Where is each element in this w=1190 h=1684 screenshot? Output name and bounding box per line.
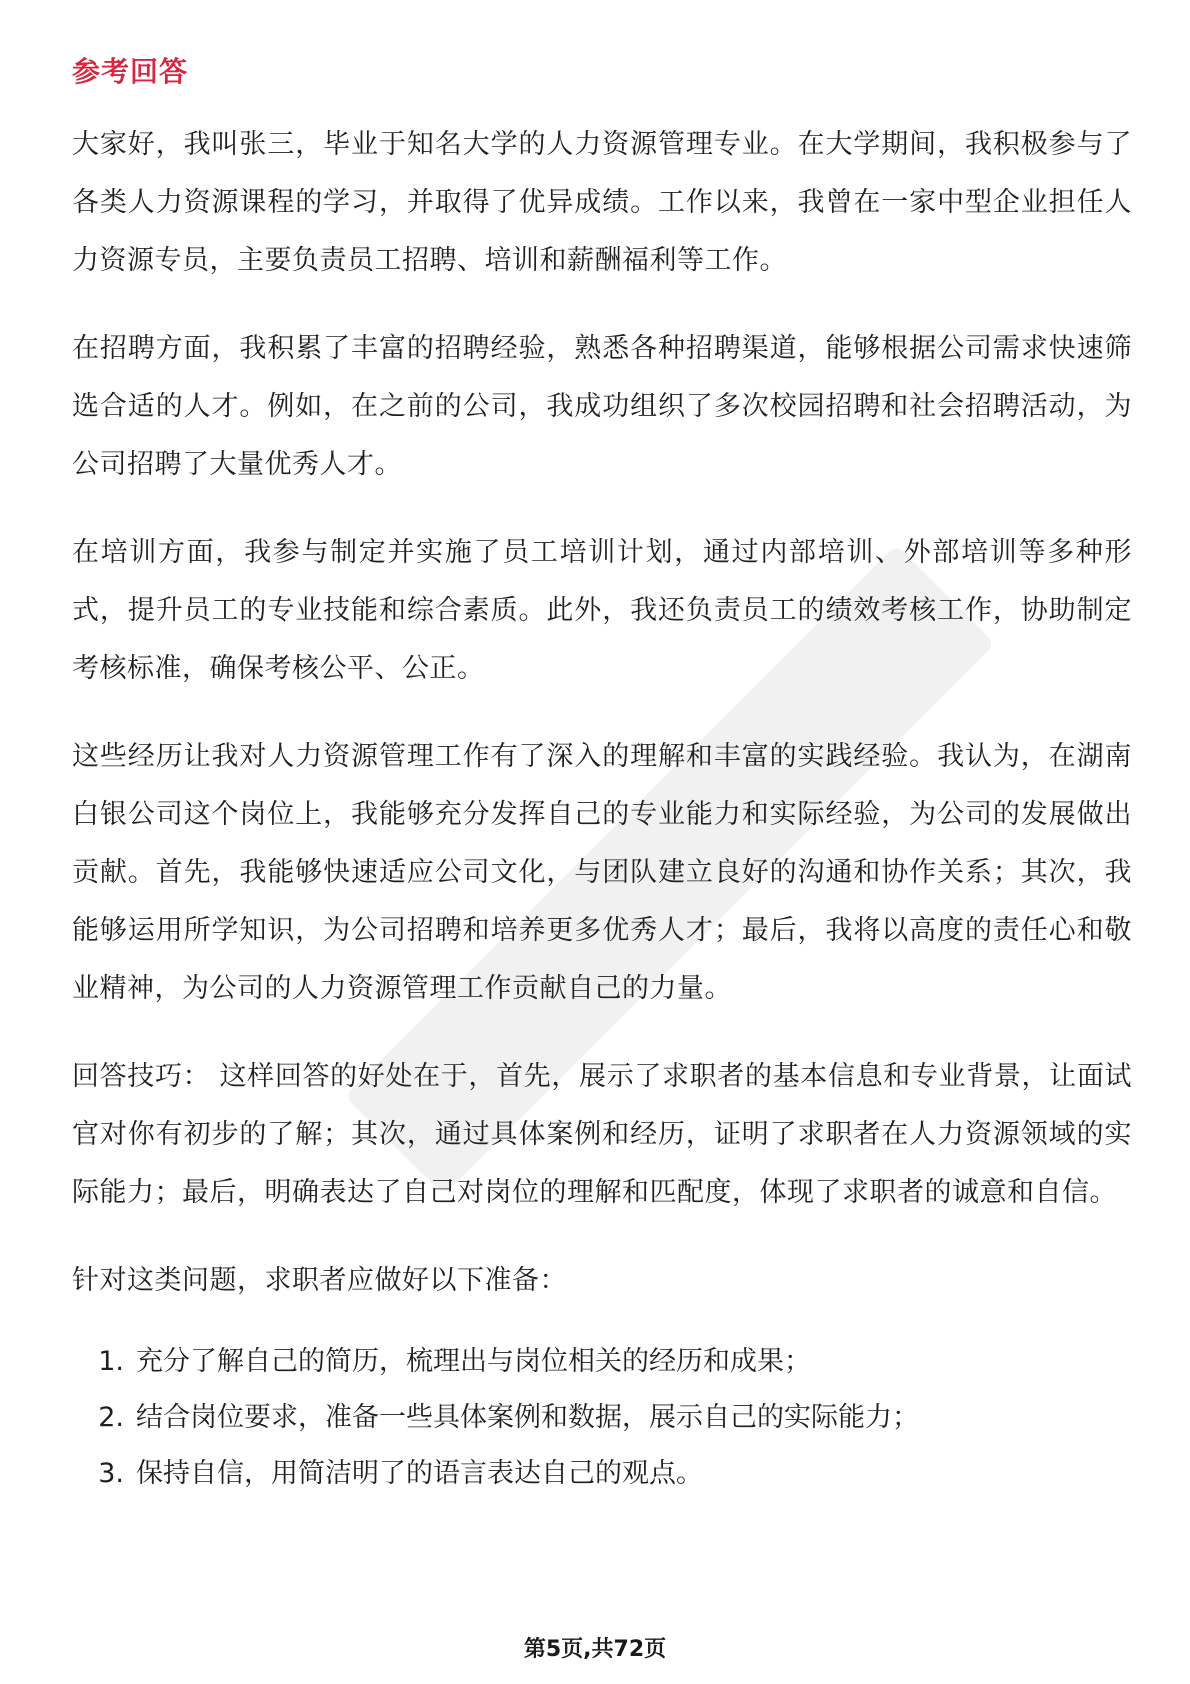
paragraph-recruitment: 在招聘方面，我积累了丰富的招聘经验，熟悉各种招聘渠道，能够根据公司需求快速筛选合适的人才。例如，在之前的公司，我成功组织了多次校园招聘和社会招聘活动，为公司招聘了大量优秀人才。 [72, 333, 1132, 480]
page-number: 第5页,共72页 [523, 1637, 667, 1662]
answer-content [72, 116, 1132, 1502]
list-item [72, 1334, 1132, 1390]
paragraph-tips: 回答技巧： 这样回答的好处在于，首先，展示了求职者的基本信息和专业背景，让面试官对你有初步的了解；其次，通过具体案例和经历，证明了求职者在人力资源领域的实际能力；最后，明确表达了自己对岗位的理解和匹配度，体现了求职者的诚意和自信。 [72, 1061, 1132, 1208]
list-item-number: 1. [98, 1346, 124, 1377]
list-item-number: 3. [98, 1458, 124, 1489]
list-item-text: 保持自信，用简洁明了的语言表达自己的观点。 [136, 1458, 703, 1489]
list-item-text: 充分了解自己的简历，梳理出与岗位相关的经历和成果； [136, 1346, 811, 1377]
paragraph-experience: 这些经历让我对人力资源管理工作有了深入的理解和丰富的实践经验。我认为，在湖南白银公司这个岗位上，我能够充分发挥自己的专业能力和实际经验，为公司的发展做出贡献。首先，我能够快速适应公司文化，与团队建立良好的沟通和协作关系；其次，我能够运用所学知识，为公司招聘和培养更多优秀人才；最后，我将以高度的责任心和敬业精神，为公司的人力资源管理工作贡献自己的力量。 [72, 741, 1132, 1004]
list-item-number: 2. [98, 1402, 124, 1433]
preparation-list [72, 1334, 1132, 1502]
paragraph-preparation: 针对这类问题，求职者应做好以下准备： [72, 1265, 567, 1296]
list-item [72, 1446, 1132, 1502]
paragraph-intro: 大家好，我叫张三，毕业于知名大学的人力资源管理专业。在大学期间，我积极参与了各类人力资源课程的学习，并取得了优异成绩。工作以来，我曾在一家中型企业担任人力资源专员，主要负责员工招聘、培训和薪酬福利等工作。 [72, 129, 1132, 276]
section-heading: 参考回答 [72, 55, 189, 88]
list-item [72, 1390, 1132, 1446]
paragraph-training: 在培训方面，我参与制定并实施了员工培训计划，通过内部培训、外部培训等多种形式，提升员工的专业技能和综合素质。此外，我还负责员工的绩效考核工作，协助制定考核标准，确保考核公平、公正。 [72, 537, 1132, 684]
list-item-text: 结合岗位要求，准备一些具体案例和数据，展示自己的实际能力； [136, 1402, 919, 1433]
